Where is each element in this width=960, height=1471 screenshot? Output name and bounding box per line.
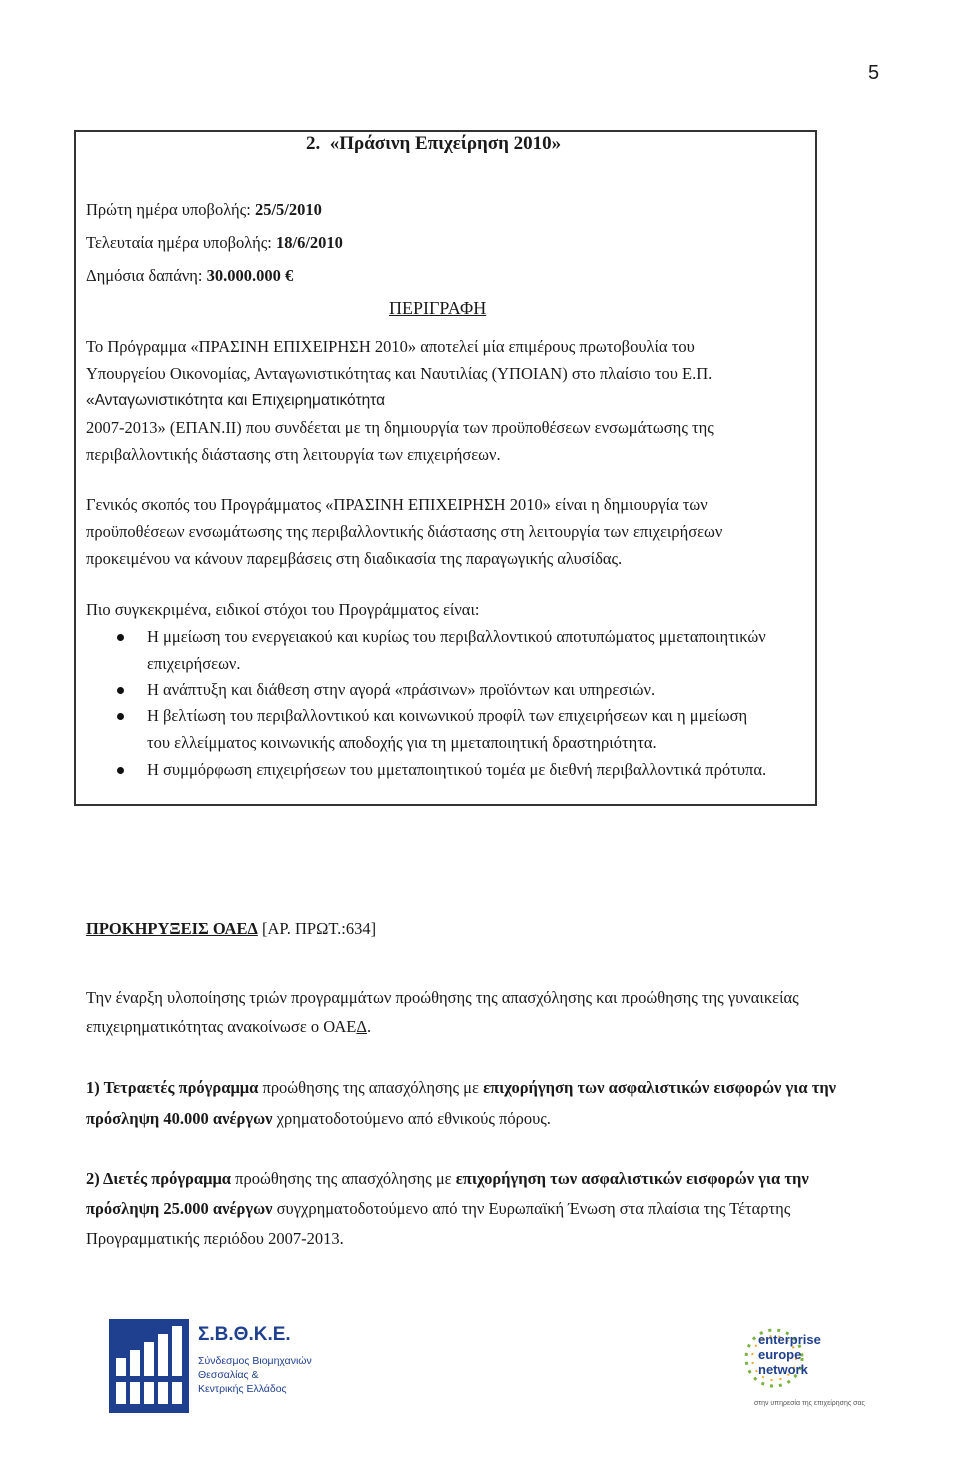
een-tagline: στην υπηρεσία της επιχείρησης σας	[754, 1400, 865, 1407]
objective-item: Η ανάπτυξη και διάθεση στην αγορά «πράσινων» προϊόντων και υπηρεσιών.	[147, 680, 656, 699]
description-line: «Ανταγωνιστικότητα και Επιχειρηματικότητα	[86, 392, 386, 409]
een-wordmark: enterprise europe network	[758, 1332, 821, 1377]
description-line: Υπουργείου Οικονομίας, Ανταγωνιστικότητας και Ναυτιλίας (ΥΠΟΙΑΝ) στο πλαίσιο του Ε.Π.	[86, 364, 713, 383]
sbthke-subtitle: Σύνδεσμος Βιομηχανιών Θεσσαλίας & Κεντρικής Ελλάδος	[198, 1355, 312, 1395]
objective-item: του ελλείμματος κοινωνικής αποδοχής για τη μμεταποιητική δραστηριότητα.	[147, 733, 657, 752]
oaed-heading: ΠΡΟΚΗΡΥΞΕΙΣ ΟΑΕΔ [ΑΡ. ΠΡΩΤ.:634]	[86, 919, 377, 938]
public-budget: Δημόσια δαπάνη: 30.000.000 €	[86, 266, 294, 285]
description-line: περιβαλλοντικής διάστασης στη λειτουργία των επιχειρήσεων.	[86, 445, 501, 464]
program-2-line: 2) Διετές πρόγραμμα προώθησης της απασχόλησης με επιχορήγηση των ασφαλιστικών εισφορών για την	[86, 1169, 809, 1188]
bullet-icon	[117, 687, 124, 694]
bullet-icon	[117, 713, 124, 720]
goal-line: προκειμένου να κάνουν παρεμβάσεις στη διαδικασία της παραγωγικής αλυσίδας.	[86, 549, 623, 568]
objective-item: επιχειρήσεων.	[147, 654, 241, 673]
description-heading: ΠΕΡΙΓΡΑΦΗ	[389, 298, 487, 318]
sbthke-logo	[108, 1318, 318, 1414]
oaed-intro-line: επιχειρηματικότητας ανακοίνωσε ο ΟΑΕΔ.	[86, 1017, 372, 1036]
goal-line: προϋποθέσεων ενσωμάτωσης της περιβαλλοντικής διάστασης στη λειτουργία των επιχειρήσεων	[86, 522, 723, 541]
objective-item: Η συμμόρφωση επιχειρήσεων του μμεταποιητικού τομέα με διεθνή περιβαλλοντικά πρότυπα.	[147, 760, 767, 779]
goal-line: Γενικός σκοπός του Προγράμματος «ΠΡΑΣΙΝΗ ΕΠΙΧΕΙΡΗΣΗ 2010» είναι η δημιουργία των	[86, 495, 708, 514]
bullet-icon	[117, 634, 124, 641]
objective-item: Η μμείωση του ενεργειακού και κυρίως του περιβαλλοντικού αποτυπώματος μμεταποιητικών	[147, 627, 766, 646]
section-title: 2. «Πράσινη Επιχείρηση 2010»	[306, 133, 562, 154]
een-logo	[744, 1318, 864, 1414]
description-line: Το Πρόγραμμα «ΠΡΑΣΙΝΗ ΕΠΙΧΕΙΡΗΣΗ 2010» αποτελεί μία επιμέρους πρωτοβουλία του	[86, 337, 695, 356]
program-box	[74, 130, 817, 806]
objective-item: Η βελτίωση του περιβαλλοντικού και κοινωνικού προφίλ των επιχειρήσεων και η μμείωση	[147, 706, 748, 725]
last-submission-day: Τελευταία ημέρα υποβολής: 18/6/2010	[86, 233, 343, 252]
sbthke-title: Σ.Β.Θ.Κ.Ε.	[198, 1324, 291, 1345]
program-2-line: πρόσληψη 25.000 ανέργων συγχρηματοδοτούμενο από την Ευρωπαϊκή Ένωση στα πλαίσια της Τέταρτης	[86, 1199, 791, 1218]
description-line: 2007-2013» (ΕΠΑΝ.ΙΙ) που συνδέεται με τη δημιουργία των προϋποθέσεων ενσωμάτωσης της	[86, 418, 714, 437]
first-submission-day: Πρώτη ημέρα υποβολής: 25/5/2010	[86, 200, 322, 219]
objectives-intro: Πιο συγκεκριμένα, ειδικοί στόχοι του Προγράμματος είναι:	[86, 600, 480, 619]
program-1-line: 1) Τετραετές πρόγραμμα προώθησης της απασχόλησης με επιχορήγηση των ασφαλιστικών εισφορών για την	[86, 1078, 837, 1097]
oaed-intro-line: Την έναρξη υλοποίησης τριών προγραμμάτων προώθησης της απασχόλησης και προώθησης της γυναικείας	[86, 988, 799, 1007]
program-1-line: πρόσληψη 40.000 ανέργων χρηματοδοτούμενο από εθνικούς πόρους.	[86, 1109, 551, 1128]
program-2-line: Προγραμματικής περιόδου 2007-2013.	[86, 1229, 344, 1248]
page-number: 5	[868, 62, 880, 84]
bullet-icon	[117, 767, 124, 774]
